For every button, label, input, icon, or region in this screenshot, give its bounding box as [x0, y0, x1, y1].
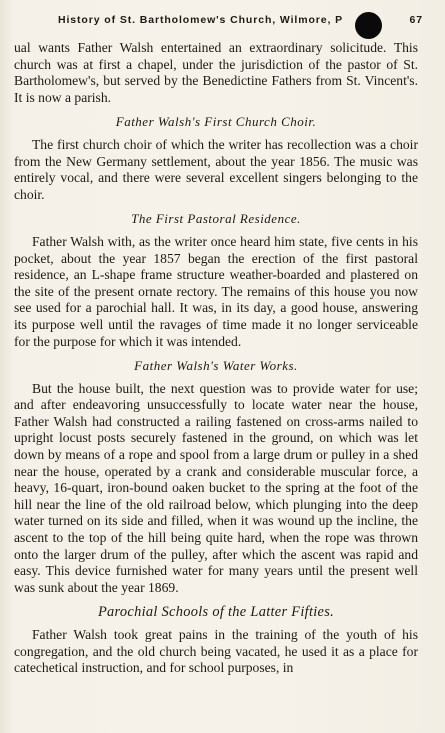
paragraph-schools: Father Walsh took great pains in the training of the youth of his congregation, and the old church being vacated, he used it as a place for catechetical instruction, and for school purposes, in — [14, 627, 418, 676]
paragraph-water-works: But the house built, the next question was to provide water for use; and after endeavoring unsuccessfully to locate water near the house, Father Walsh had constructed a railing fastened on cross-arms nailed to upright locust posts securely fastened in the ground, on which was let down by means of a rope and spool from a large drum or pulley in a shed near the house, operated by a crank and considerable muscular force, a heavy, 16-quart, iron-bound oaken bucket to the spring at the foot of the hill near the line of the old railroad below, which plunging into the deep water turned on its side and filled, when it was wound up the incline, the ascent to the top of the hill being quite hard, when the rope was thrown onto the larger drum of the pulley, after which the ascent was rapid and easy. This device furnished water for many years until the present well was sunk about the year 1869. — [14, 380, 418, 595]
body-text — [14, 40, 418, 677]
header-title: History of St. Bartholomew's Church, Wilmore, P — [58, 14, 344, 26]
page-number: 67 — [409, 14, 423, 26]
paragraph-continuation: ual wants Father Walsh entertained an extraordinary solicitude. This church was at first a chapel, under the jurisdiction of the pastor of St. Bartholomew's, but served by the Benedictine Fathers from St. Vincent's. It is now a parish. — [14, 40, 418, 105]
section-heading-choir: Father Walsh's First Church Choir. — [115, 114, 317, 130]
section-heading-residence: The First Pastoral Residence. — [131, 211, 301, 227]
paragraph-residence: Father Walsh with, as the writer once heard him state, five cents in his pocket, about the year 1857 began the erection of the first pastoral residence, an L-shape frame structure weather-boarded and plastered on the site of the present ornate rectory. The remains of this house you now see used for a parochial hall. It was, in its day, a good house, answering its purpose well until the ravages of time made it no longer serviceable for the purpose for which it was intended. — [14, 233, 418, 349]
paragraph-choir: The first church choir of which the writer has recollection was a choir from the New Germany settlement, about the year 1856. The music was entirely vocal, and there were several excellent singers belonging to the choir. — [14, 136, 418, 202]
ink-blot-mark — [355, 12, 382, 39]
section-heading-schools: Parochial Schools of the Latter Fifties. — [97, 604, 335, 621]
section-heading-water-works: Father Walsh's Water Works. — [134, 358, 298, 374]
